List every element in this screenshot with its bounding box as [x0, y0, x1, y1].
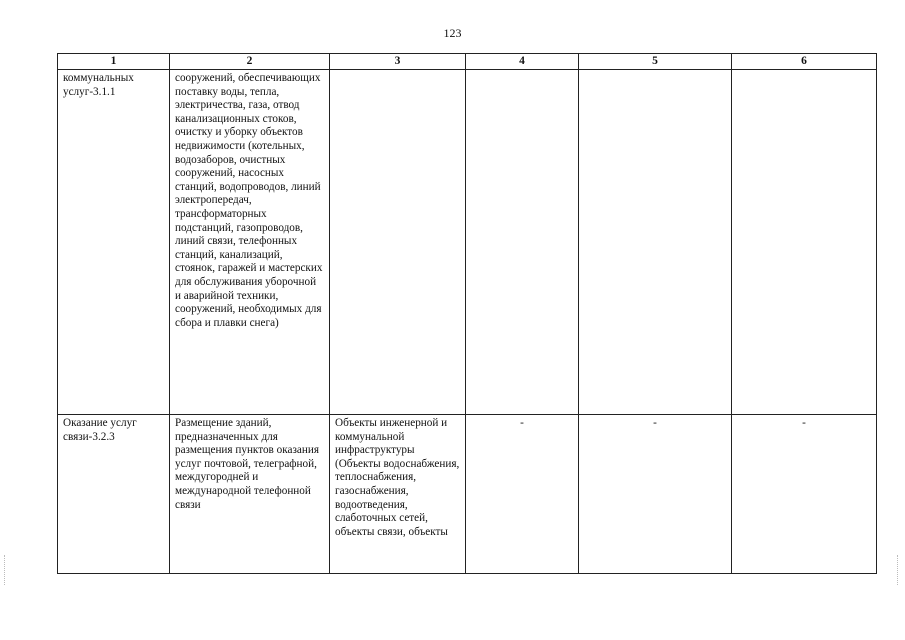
document-table: [57, 53, 877, 574]
cell-col-4: [466, 70, 579, 415]
table-header-row: [58, 54, 877, 70]
scan-margin-mark-right: [897, 555, 902, 585]
column-header-2: 2: [170, 54, 330, 70]
page-number: 123: [443, 26, 462, 40]
table-row: [58, 70, 877, 415]
cell-land-use-description: Размещение зданий, предназначенных для размещения пунктов оказания услуг почтовой, телеграфной, междугородней и международной телефонной связи: [170, 415, 330, 574]
cell-col-3: [330, 70, 466, 415]
cell-land-use-name: Оказание услуг связи-3.2.3: [58, 415, 170, 574]
column-header-1: 1: [58, 54, 170, 70]
column-header-5: 5: [579, 54, 732, 70]
scan-margin-mark-left: [4, 555, 9, 585]
cell-col-6: [732, 70, 877, 415]
cell-col-5: -: [579, 415, 732, 574]
column-header-6: 6: [732, 54, 877, 70]
cell-col-6: -: [732, 415, 877, 574]
cell-col-3: Объекты инженерной и коммунальной инфраструктуры (Объекты водоснабжения, теплоснабжения, газоснабжения, водоотведения, слаботочных сетей, объекты связи, объекты: [330, 415, 466, 574]
cell-col-4: -: [466, 415, 579, 574]
column-header-4: 4: [466, 54, 579, 70]
cell-land-use-name: коммунальных услуг-3.1.1: [58, 70, 170, 415]
cell-land-use-description: сооружений, обеспечивающих поставку воды, тепла, электричества, газа, отвод канализационных стоков, очистку и уборку объектов недвижимости (котельных, водозаборов, очистных сооружений, насосных станций, водопроводов, линий электропередач, трансформаторных подстанций, газопроводов, линий связи, телефонных станций, канализаций, стоянок, гаражей и мастерских для обслуживания уборочной и аварийной техники, сооружений, необходимых для сбора и плавки снега): [170, 70, 330, 415]
table-row: [58, 415, 877, 574]
column-header-3: 3: [330, 54, 466, 70]
cell-col-5: [579, 70, 732, 415]
